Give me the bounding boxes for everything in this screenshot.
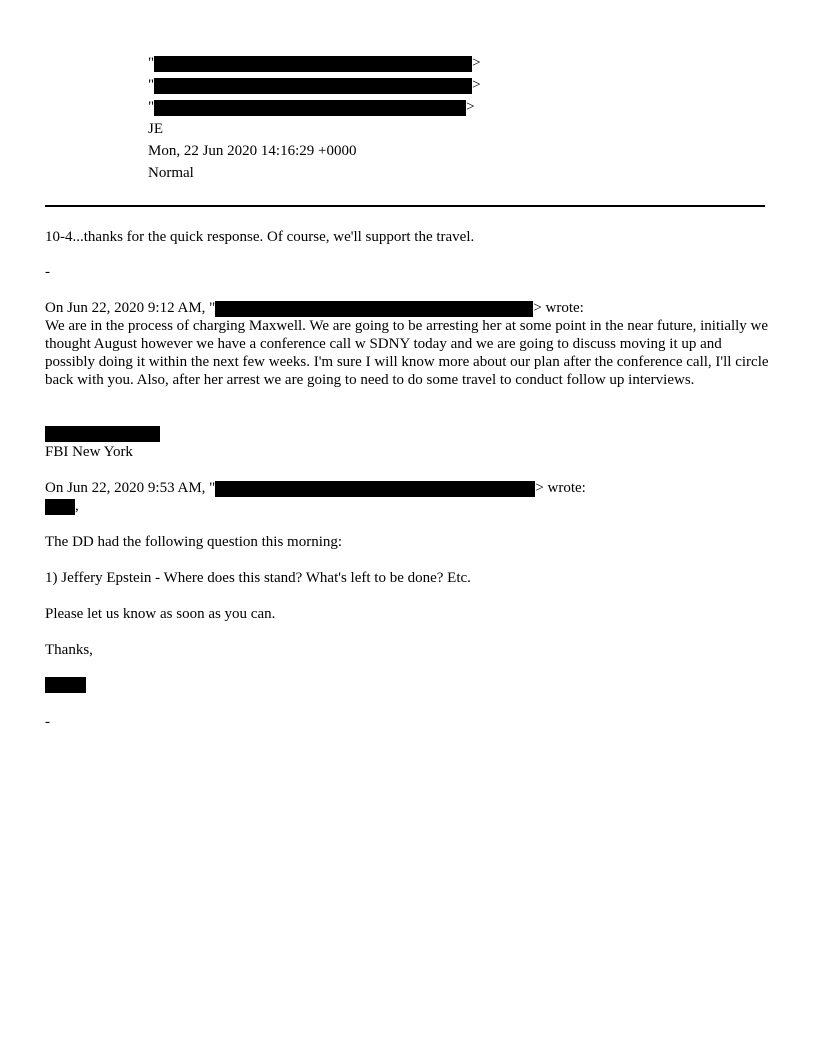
- cc-close: >: [466, 99, 475, 115]
- to-open-quote: ": [148, 77, 155, 93]
- closing-signature-redaction: [45, 677, 86, 693]
- greeting-line: [45, 497, 79, 515]
- cc-redaction: [154, 100, 466, 116]
- quote-2-sender-redaction: [215, 481, 535, 497]
- please-let-us-know: Please let us know as soon as you can.: [45, 606, 276, 622]
- quote-1-text: We are in the process of charging Maxwell. We are going to be arresting her at some point in the near future, initially we thought August however we have a conference call w SDNY today and we are going to discuss moving it up and possibly doing it within the next few weeks. I'm sure I will know more about our plan after the conference call, I'll circle back with you. Also, after her arrest we are going to need to do some travel to conduct follow up interviews.: [45, 318, 769, 388]
- thanks: Thanks,: [45, 642, 93, 658]
- dd-question-intro: The DD had the following question this morning:: [45, 534, 343, 550]
- signature-name-redaction: [45, 426, 160, 442]
- separator-2: -: [45, 714, 50, 730]
- importance-value: Normal: [148, 165, 194, 181]
- quote-1-suffix: > wrote:: [533, 300, 584, 316]
- signature-org: FBI New York: [45, 444, 133, 460]
- question-1: 1) Jeffery Epstein - Where does this stand? What's left to be done? Etc.: [45, 570, 471, 586]
- quote-2-attribution: [45, 479, 586, 497]
- separator-1: -: [45, 264, 50, 280]
- to-redaction: [154, 78, 472, 94]
- from-close: >: [472, 55, 481, 71]
- quote-1-sender-redaction: [215, 301, 533, 317]
- quote-2-prefix: On Jun 22, 2020 9:53 AM, ": [45, 480, 216, 496]
- greeting-name-redaction: [45, 499, 75, 515]
- reply-text: 10-4...thanks for the quick response. Of course, we'll support the travel.: [45, 229, 475, 245]
- greeting-comma: ,: [75, 498, 79, 514]
- to-close: >: [472, 77, 481, 93]
- quote-1-attribution: [45, 299, 584, 317]
- cc-open-quote: ": [148, 99, 155, 115]
- cc-value: [148, 97, 475, 117]
- from-redaction: [154, 56, 472, 72]
- date-value: Mon, 22 Jun 2020 14:16:29 +0000: [148, 143, 357, 159]
- quote-1-prefix: On Jun 22, 2020 9:12 AM, ": [45, 300, 216, 316]
- header-divider: [45, 205, 765, 207]
- from-value: [148, 53, 481, 73]
- quote-2-suffix: > wrote:: [535, 480, 586, 496]
- from-open-quote: ": [148, 55, 155, 71]
- to-value: [148, 75, 481, 95]
- subject-value: JE: [148, 121, 163, 137]
